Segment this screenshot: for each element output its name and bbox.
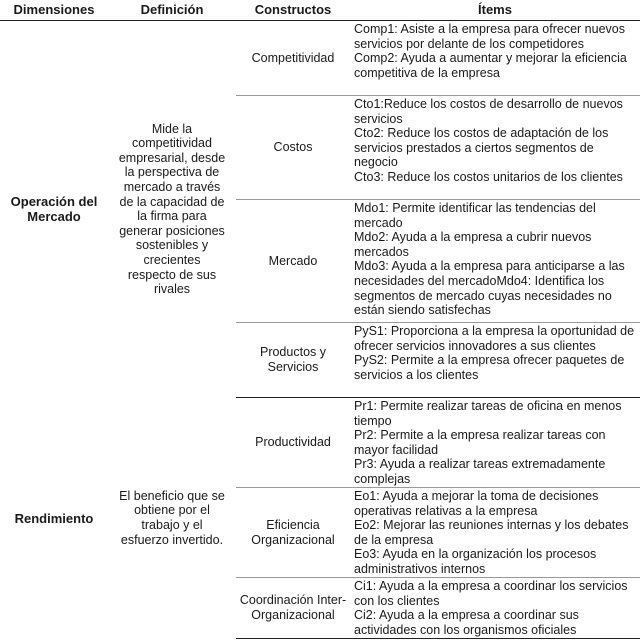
item-text: Ci1: Ayuda a la empresa a coordinar los servicios con los clientes: [354, 579, 628, 608]
definition-cell: El beneficio que se obtiene por el trabajo y el esfuerzo invertido.: [119, 488, 225, 547]
item-text: Ci2: Ayuda a la empresa a coordinar sus actividades con los organismos oficiales: [354, 608, 579, 637]
item-text: Cto2: Reduce los costos de adaptación de los servicios prestados a ciertos segmentos de negocio: [354, 126, 609, 170]
items-cell: [350, 21, 640, 96]
item-text: Mdo1: Permite identificar las tendencias del mercado: [354, 201, 596, 230]
dimension-cell: Operación del Mercado: [10, 194, 98, 225]
item-text: Cto1:Reduce los costos de desarrollo de nuevos servicios: [354, 97, 623, 126]
table-row: [0, 21, 640, 96]
items-cell: [350, 578, 640, 639]
items-cell: [350, 96, 640, 200]
header-items: Ítems: [350, 0, 640, 21]
items-cell: [350, 323, 640, 398]
construct-cell: Competitividad: [236, 21, 350, 96]
items-cell: [350, 488, 640, 578]
item-text: Pr3: Ayuda a realizar tareas extremadamente complejas: [354, 457, 606, 486]
construct-cell: Costos: [236, 96, 350, 200]
table-row: [0, 398, 640, 488]
items-cell: [350, 398, 640, 488]
header-constructos: Constructos: [236, 0, 350, 21]
item-text: Cto3: Reduce los costos unitarios de los clientes: [354, 169, 623, 184]
construct-cell: Eficiencia Organizacional: [236, 488, 350, 578]
construct-cell: Productos y Servicios: [236, 323, 350, 398]
dimension-cell: Rendimiento: [14, 510, 94, 526]
construct-cell: Productividad: [236, 398, 350, 488]
item-text: Mdo3: Ayuda a la empresa para anticiparse a las necesidades del mercadoMdo4: Identifica los segmentos de mercado cuyas necesidades no están siendo satisfechas: [354, 259, 625, 318]
construct-cell: Mercado: [236, 200, 350, 323]
header-dimensiones: Dimensiones: [0, 0, 108, 21]
items-cell: [350, 200, 640, 323]
header-definicion: Definición: [108, 0, 236, 21]
item-text: Pr1: Permite realizar tareas de oficina en menos tiempo: [354, 399, 622, 428]
item-text: Eo3: Ayuda en la organización los procesos administrativos internos: [354, 547, 597, 576]
header-row: [0, 0, 640, 21]
item-text: Mdo2: Ayuda a la empresa a cubrir nuevos mercados: [354, 230, 592, 259]
item-text: PyS1: Proporciona a la empresa la oportunidad de ofrecer servicios innovadores a sus clientes: [354, 324, 635, 353]
item-text: Comp2: Ayuda a aumentar y mejorar la eficiencia competitiva de la empresa: [354, 51, 627, 80]
item-text: Comp1: Asiste a la empresa para ofrecer nuevos servicios por delante de los competidores: [354, 22, 625, 51]
item-text: Eo1: Ayuda a mejorar la toma de decisiones operativas relativas a la empresa: [354, 489, 599, 518]
item-text: Pr2: Permite a la empresa realizar tareas con mayor facilidad: [354, 428, 606, 457]
construct-cell: Coordinación Inter-Organizacional: [236, 578, 350, 639]
item-text: Eo2: Mejorar las reuniones internas y los debates de la empresa: [354, 518, 629, 547]
item-text: PyS2: Permite a la empresa ofrecer paquetes de servicios a los clientes: [354, 353, 625, 382]
definition-cell: Mide la competitividad empresarial, desde la perspectiva de mercado a través de la capacidad de la firma para generar posiciones sostenibles y crecientes respecto de sus rivales: [118, 121, 226, 297]
